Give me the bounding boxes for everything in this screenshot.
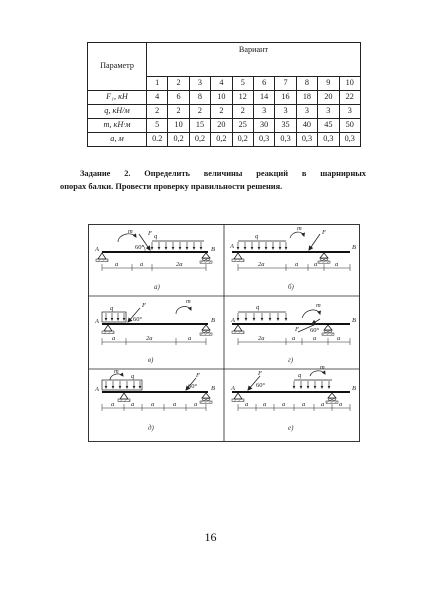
table-cell: 3 bbox=[318, 105, 339, 119]
dim-a: a bbox=[302, 401, 306, 408]
label-angle: 60° bbox=[133, 316, 143, 323]
table-cell: 12 bbox=[232, 91, 253, 105]
label-B: B bbox=[211, 317, 215, 324]
label-B: B bbox=[352, 317, 356, 324]
row-label: a, м bbox=[88, 133, 147, 147]
row-label: q, кН/м bbox=[88, 105, 147, 119]
table-cell: 8 bbox=[189, 91, 210, 105]
table-cell: 25 bbox=[232, 119, 253, 133]
table-cell: 16 bbox=[275, 91, 296, 105]
label-m: m bbox=[320, 364, 325, 371]
table-cell: 10 bbox=[168, 119, 189, 133]
label-A: A bbox=[95, 318, 99, 325]
beam-scheme-g bbox=[230, 302, 356, 364]
dim-a: a bbox=[321, 401, 325, 408]
dim-2a: 2a bbox=[176, 261, 183, 268]
beam-schemes-svg bbox=[88, 224, 360, 442]
variant-header: Вариант bbox=[147, 43, 361, 77]
beam-scheme-a bbox=[94, 228, 215, 291]
caption-e: е) bbox=[288, 424, 294, 432]
label-m: m bbox=[186, 298, 191, 305]
table-cell: 5 bbox=[147, 119, 168, 133]
label-B: B bbox=[352, 385, 356, 392]
table-cell: 6 bbox=[168, 91, 189, 105]
table-cell: 3 bbox=[339, 105, 360, 119]
task-line-1: Задание 2. Определить величины реакций в шарнирных bbox=[80, 169, 366, 178]
variant-number: 7 bbox=[275, 77, 296, 91]
dim-a: a bbox=[194, 401, 198, 408]
variant-number: 4 bbox=[211, 77, 232, 91]
dim-a: a bbox=[188, 335, 192, 342]
dim-2a: 2a bbox=[258, 335, 265, 342]
caption-v: в) bbox=[148, 356, 154, 364]
beam-scheme-e bbox=[230, 364, 356, 432]
dim-a: a bbox=[173, 401, 177, 408]
label-m: m bbox=[297, 225, 302, 232]
label-A: A bbox=[95, 246, 99, 253]
beam-scheme-v bbox=[94, 298, 215, 364]
beam-schemes-figure bbox=[88, 224, 360, 442]
label-angle: 60° bbox=[188, 383, 198, 390]
beam-scheme-b bbox=[229, 225, 356, 291]
label-q: q bbox=[131, 373, 135, 380]
label-q: q bbox=[154, 233, 158, 240]
table-cell: 10 bbox=[211, 91, 232, 105]
variant-number: 2 bbox=[168, 77, 189, 91]
label-q: q bbox=[298, 372, 302, 379]
row-label: F₁, кН bbox=[88, 91, 147, 105]
dim-a: a bbox=[339, 401, 343, 408]
label-F: F bbox=[196, 372, 200, 379]
table-cell: 0,3 bbox=[275, 133, 296, 147]
label-m: m bbox=[316, 302, 321, 309]
label-m: m bbox=[128, 228, 133, 235]
dim-a: a bbox=[112, 335, 116, 342]
table-row bbox=[88, 105, 361, 119]
dim-a: a bbox=[295, 261, 299, 268]
table-cell: 14 bbox=[253, 91, 274, 105]
table-cell: 0,3 bbox=[253, 133, 274, 147]
table-cell: 20 bbox=[318, 91, 339, 105]
param-header: Параметр bbox=[88, 43, 147, 91]
dim-2a: 2a bbox=[146, 335, 153, 342]
label-A: A bbox=[95, 386, 99, 393]
table-cell: 20 bbox=[211, 119, 232, 133]
parameter-table bbox=[87, 42, 361, 147]
table-cell: 0,3 bbox=[339, 133, 360, 147]
table-row bbox=[88, 133, 361, 147]
label-angle: 60° bbox=[135, 244, 145, 251]
table-cell: 35 bbox=[275, 119, 296, 133]
table-cell: 4 bbox=[147, 91, 168, 105]
dim-a: a bbox=[263, 401, 267, 408]
table-cell: 0,2 bbox=[168, 133, 189, 147]
table-cell: 2 bbox=[168, 105, 189, 119]
table-cell: 2 bbox=[232, 105, 253, 119]
label-B: B bbox=[352, 244, 356, 251]
label-B: B bbox=[211, 246, 215, 253]
table-row bbox=[88, 91, 361, 105]
row-label: m, кН·м bbox=[88, 119, 147, 133]
table-cell: 0,3 bbox=[296, 133, 317, 147]
variant-number: 1 bbox=[147, 77, 168, 91]
variant-number: 10 bbox=[339, 77, 360, 91]
dim-a: a bbox=[282, 401, 286, 408]
table-cell: 0,3 bbox=[318, 133, 339, 147]
table-cell: 2 bbox=[211, 105, 232, 119]
table-cell: 0,2 bbox=[232, 133, 253, 147]
label-A: A bbox=[231, 317, 235, 324]
dim-2a: 2a bbox=[258, 261, 265, 268]
table-cell: 0,2 bbox=[211, 133, 232, 147]
dim-a: a bbox=[292, 335, 296, 342]
label-m: m bbox=[114, 368, 119, 375]
dim-a: a bbox=[151, 401, 155, 408]
dim-a: a bbox=[115, 261, 119, 268]
dim-a: a bbox=[314, 261, 318, 268]
dim-a: a bbox=[335, 261, 339, 268]
variant-number: 3 bbox=[189, 77, 210, 91]
label-F: F bbox=[295, 326, 299, 333]
label-F: F bbox=[148, 230, 152, 237]
label-F: F bbox=[322, 229, 326, 236]
table-cell: 18 bbox=[296, 91, 317, 105]
table-cell: 30 bbox=[253, 119, 274, 133]
label-angle: 60° bbox=[256, 382, 266, 389]
variant-number: 5 bbox=[232, 77, 253, 91]
page-number: 16 bbox=[204, 530, 217, 544]
label-F: F bbox=[258, 370, 262, 377]
variant-number: 9 bbox=[318, 77, 339, 91]
caption-g: г) bbox=[288, 356, 294, 364]
dim-a: a bbox=[245, 401, 249, 408]
table-cell: 45 bbox=[318, 119, 339, 133]
variant-number: 8 bbox=[296, 77, 317, 91]
dim-a: a bbox=[111, 401, 115, 408]
table-cell: 3 bbox=[275, 105, 296, 119]
task-statement bbox=[60, 168, 366, 193]
label-q: q bbox=[255, 233, 259, 240]
caption-b: б) bbox=[288, 283, 294, 291]
table-row bbox=[88, 119, 361, 133]
table-cell: 3 bbox=[253, 105, 274, 119]
table-cell: 40 bbox=[296, 119, 317, 133]
table-cell: 0,2 bbox=[189, 133, 210, 147]
label-B: B bbox=[211, 385, 215, 392]
dim-a: a bbox=[313, 335, 317, 342]
caption-a: а) bbox=[154, 283, 160, 291]
table-cell: 0.2 bbox=[147, 133, 168, 147]
dim-a: a bbox=[131, 401, 135, 408]
variant-number: 6 bbox=[253, 77, 274, 91]
label-q: q bbox=[110, 305, 114, 312]
label-F: F bbox=[142, 302, 146, 309]
label-A: A bbox=[230, 243, 234, 250]
caption-d: д) bbox=[148, 424, 154, 432]
table-cell: 3 bbox=[296, 105, 317, 119]
label-angle: 60° bbox=[310, 327, 320, 334]
table-cell: 50 bbox=[339, 119, 360, 133]
table-cell: 2 bbox=[147, 105, 168, 119]
table-cell: 22 bbox=[339, 91, 360, 105]
table-cell: 2 bbox=[189, 105, 210, 119]
label-q: q bbox=[256, 304, 260, 311]
label-A: A bbox=[231, 385, 235, 392]
dim-a: a bbox=[337, 335, 341, 342]
task-line-2: опорах балки. Провести проверку правильности решения. bbox=[60, 181, 283, 191]
table-cell: 15 bbox=[189, 119, 210, 133]
beam-scheme-d bbox=[94, 368, 215, 432]
dim-a: a bbox=[140, 261, 144, 268]
